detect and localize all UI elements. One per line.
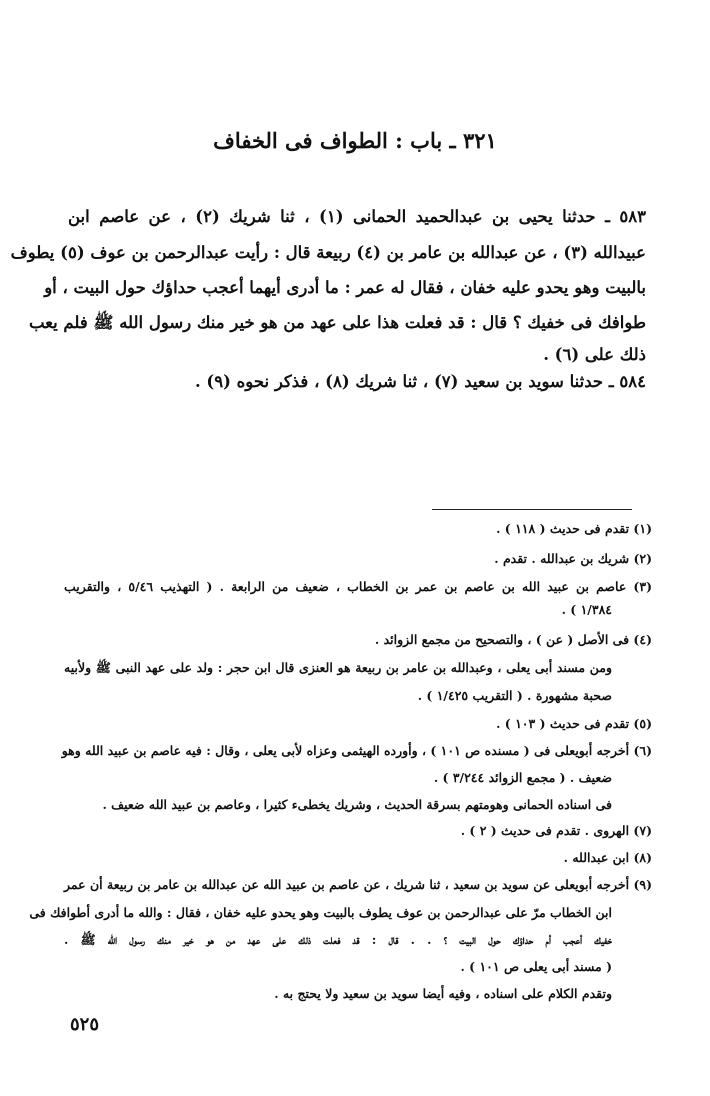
chapter-title: ٣٢١ ـ باب : الطواف فى الخفاف — [213, 128, 497, 153]
footnote-4-note: ومن مسند أبى يعلى ، وعبدالله بن عامر بن ربيعة هو العنزى قال ابن حجر : ولد على عهد النبى ﷺ ولأبيه — [64, 660, 612, 675]
footnote-9-cont-3: ( مسند أبى يعلى ص ١٠١ ) . — [460, 959, 612, 974]
hadith-583-line-4: طوافك فى خفيك ؟ قال : قد فعلت هذا على عهد من هو خير منك رسول الله ﷺ فلم يعب — [28, 313, 646, 332]
footnote-6-cont: ضعيف . ( مجمع الزوائد ٣/٢٤٤ ) . — [433, 770, 612, 785]
footnote-1: (١) تقدم فى حديث ( ١١٨ ) . — [496, 521, 652, 536]
footnote-9-note: وتقدم الكلام على اسناده ، وفيه أيضا سويد بن سعيد ولا يحتج به . — [274, 986, 612, 1001]
footnote-6-note: فى اسناده الحمانى وهومتهم بسرقة الحديث ، وشريك يخطىء كثيرا ، وعاصم بن عبيد الله ضعيف . — [102, 797, 612, 812]
footnote-7: (٧) الهروى . تقدم فى حديث ( ٢ ) . — [460, 823, 652, 838]
footnote-3-cont: ١/٣٨٤ ) . — [561, 602, 612, 617]
footnote-2: (٢) شريك بن عبدالله . تقدم . — [494, 551, 652, 566]
hadith-583-line-5: ذلك على (٦) . — [543, 345, 646, 364]
footnote-5: (٥) تقدم فى حديث ( ١٠٣ ) . — [496, 716, 652, 731]
footnote-9-cont-2: خفيك أعجب أم حداؤك حول البيت ؟ . . قال : قد فعلت ذلك على عهد من هو خير منك رسول الله ﷺ . — [64, 932, 612, 947]
footnote-4-cont: صحبة مشهورة . ( التقريب ١/٤٢٥ ) . — [417, 688, 612, 703]
footnote-3: (٣) عاصم بن عبيد الله بن عاصم بن عمر بن الخطاب ، ضعيف من الرابعة . ( التهذيب ٥/٤٦ ، والتقريب — [64, 579, 652, 594]
footnote-4: (٤) فى الأصل ( عن ) ، والتصحيح من مجمع الزوائد . — [374, 632, 652, 647]
hadith-583-line-3: بالبيت وهو يحدو عليه خفان ، فقال له عمر : ما أدرى أيهما أعجب حداؤك حول البيت ، أو — [44, 278, 646, 297]
footnote-9-cont-1: ابن الخطاب مرّ على عبدالرحمن بن عوف يطوف بالبيت وهو يحدو عليه خفان ، فقال : والله ما أدرى أطوافك فى — [29, 905, 612, 920]
footnote-9: (٩) أخرجه أبويعلى عن سويد بن سعيد ، ثنا شريك ، عن عاصم بن عبيد الله عن عبدالله بن عامر بن ربيعة أن عمر — [64, 877, 652, 892]
footnote-8: (٨) ابن عبدالله . — [563, 850, 652, 865]
footnote-divider — [432, 509, 632, 510]
page-number: ٥٢٥ — [70, 1014, 100, 1035]
hadith-583-line-2: عبيدالله (٣) ، عن عبدالله بن عامر بن (٤) ربيعة قال : رأيت عبدالرحمن بن عوف (٥) يطوف — [10, 243, 646, 262]
hadith-584: ٥٨٤ ـ حدثنا سويد بن سعيد (٧) ، ثنا شريك (٨) ، فذكر نحوه (٩) . — [194, 372, 646, 391]
hadith-583-line-1: ٥٨٣ ـ حدثنا يحيى بن عبدالحميد الحمانى (١) ، ثنا شريك (٢) ، عن عاصم ابن — [68, 207, 646, 226]
footnote-6: (٦) أخرجه أبويعلى فى ( مسنده ص ١٠١ ) ، وأورده الهيثمى وعزاه لأبى يعلى ، وقال : فيه عاصم بن عبيد الله وهو — [61, 743, 652, 758]
